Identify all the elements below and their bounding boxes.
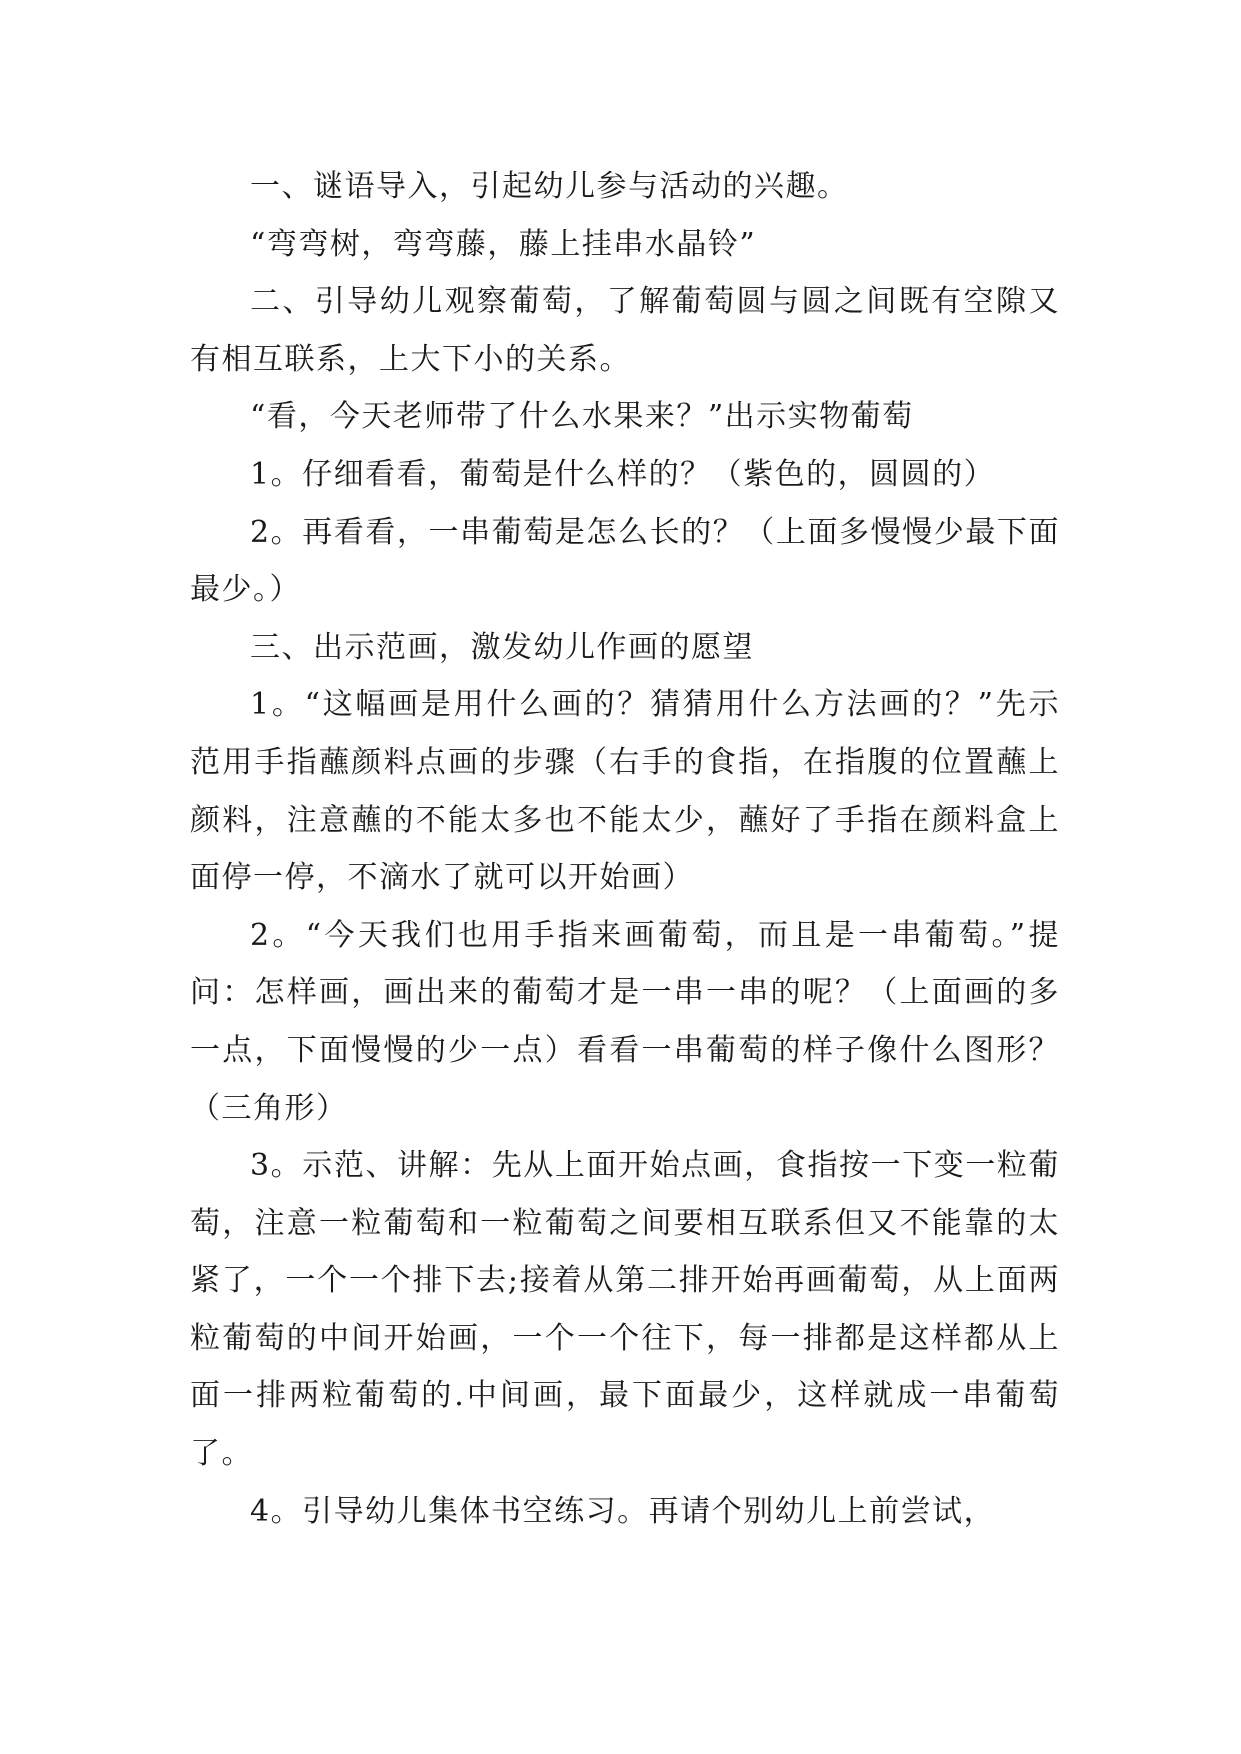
paragraph-demo-step-4: 4。引导幼儿集体书空练习。再请个别幼儿上前尝试， [250, 1493, 996, 1529]
paragraph-demo-step-1: 1。“这幅画是用什么画的？猜猜用什么方法画的？”先示范用手指蘸颜料点画的步骤（右手的食指，在指腹的位置蘸上颜料，注意蘸的不能太多也不能太少，蘸好了手指在颜料盒上面停一停，不滴水了就可以开始画） [190, 687, 1060, 896]
paragraph-show-grapes: “看，今天老师带了什么水果来？”出示实物葡萄 [250, 399, 914, 435]
paragraph-step-1-observe: 1。仔细看看，葡萄是什么样的？（紫色的，圆圆的） [250, 456, 996, 492]
paragraph-section-one-heading: 一、谜语导入，引起幼儿参与活动的兴趣。 [250, 169, 849, 204]
paragraph-demo-step-3: 3。示范、讲解：先从上面开始点画，食指按一下变一粒葡萄，注意一粒葡萄和一粒葡萄之间要相互联系但又不能靠的太紧了，一个一个排下去;接着从第二排开始再画葡萄，从上面两粒葡萄的中间开始画，一个一个往下，每一排都是这样都从上面一排两粒葡萄的.中间画，最下面最少，这样就成一串葡萄了。 [190, 1148, 1060, 1472]
paragraph-demo-step-2: 2。“今天我们也用手指来画葡萄，而且是一串葡萄。”提问：怎样画，画出来的葡萄才是一串一串的呢？（上面画的多一点，下面慢慢的少一点）看看一串葡萄的样子像什么图形？（三角形） [190, 917, 1060, 1126]
document-body [190, 158, 1060, 1540]
paragraph-section-three-heading: 三、出示范画，激发幼儿作画的愿望 [250, 629, 754, 665]
paragraph-riddle: “弯弯树，弯弯藤，藤上挂串水晶铃” [250, 226, 757, 262]
paragraph-step-2-observe: 2。再看看，一串葡萄是怎么长的？（上面多慢慢少最下面最少。） [190, 514, 1060, 608]
paragraph-section-two-heading: 二、引导幼儿观察葡萄，了解葡萄圆与圆之间既有空隙又有相互联系，上大下小的关系。 [190, 284, 1060, 377]
